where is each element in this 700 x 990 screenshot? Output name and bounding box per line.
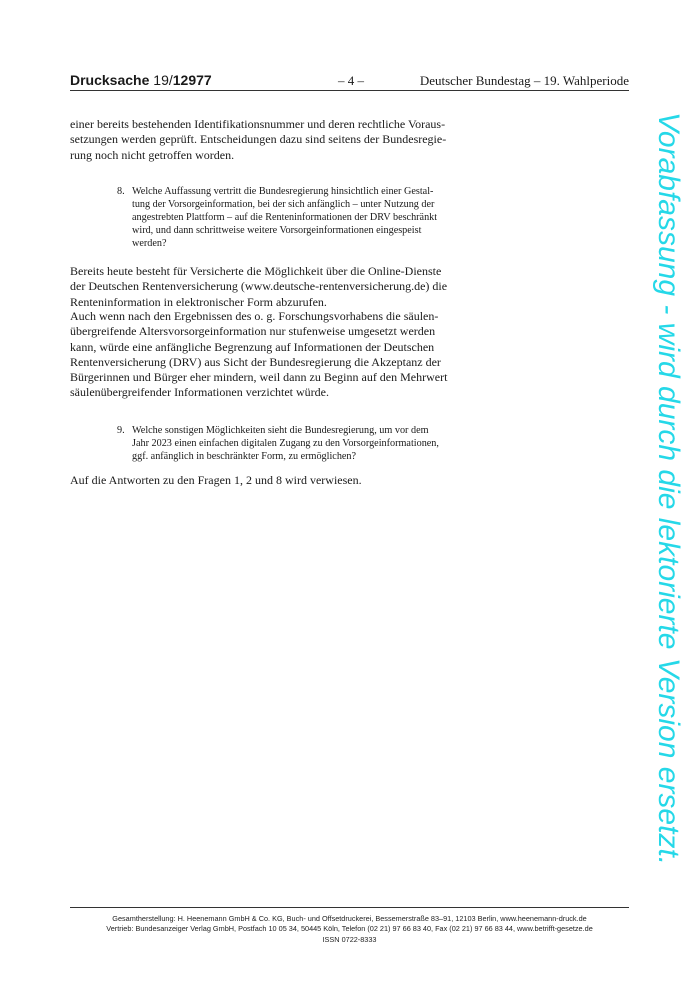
text-line: Welche Auffassung vertritt die Bundesregierung hinsichtlich einer Gestal- <box>132 186 434 197</box>
text-line: wird, und dann schrittweise weitere Vorsorgeinformationen eingespeist <box>132 224 422 236</box>
text-line: tung der Vorsorgeinformation, bei der sich anfänglich – unter Nutzung der <box>132 198 435 210</box>
imprint-issn: ISSN 0722-8333 <box>322 934 377 944</box>
question-8-number: 8. <box>117 186 125 197</box>
question-9-number: 9. <box>117 425 125 436</box>
page-number: – 4 – <box>338 73 364 88</box>
draft-watermark: Vorabfassung - wird durch die lektorierte Version ersetzt. <box>652 112 685 866</box>
text-line: Welche sonstigen Möglichkeiten sieht die Bundesregierung, um vor dem <box>132 425 429 436</box>
question-9-text <box>132 425 472 464</box>
imprint-production: Gesamtherstellung: H. Heenemann GmbH & Co. KG, Buch- und Offsetdruckerei, Bessemerstraße 83–91, 12103 Berlin, www.heenemann-druck.de <box>112 914 587 923</box>
document-number-value: 12977 <box>172 72 212 88</box>
question-8-text <box>132 186 472 251</box>
text-line: kann, würde eine anfängliche Begrenzung auf Informationen der Deutschen <box>70 339 435 354</box>
text-line: Rentenversicherung (DRV) aus Sicht der Bundesregierung die Akzeptanz der <box>70 354 441 369</box>
document-number <box>70 72 212 88</box>
text-line: Bereits heute besteht für Versicherte die Möglichkeit über die Online-Dienste <box>70 264 442 278</box>
text-line: Bürgerinnen und Bürger eher mindern, weil dann zu Beginn auf den Mehrwert <box>70 370 448 385</box>
text-line: übergreifende Altersvorsorgeinformation nur stufenweise umgesetzt werden <box>70 324 436 339</box>
text-line: setzungen werden geprüft. Entscheidungen dazu sind seitens der Bundesregie- <box>70 132 447 147</box>
text-line: werden? <box>132 237 167 249</box>
imprint-distribution: Vertrieb: Bundesanzeiger Verlag GmbH, Postfach 10 05 34, 50445 Köln, Telefon (02 21) 97 66 83 40, Fax (02 21) 97 66 83 44, www.betrifft-gesetze.de <box>106 924 593 934</box>
text-line: Auch wenn nach den Ergebnissen des o. g. Forschungsvorhabens die säulen- <box>70 309 439 323</box>
answer-9-paragraph: Auf die Antworten zu den Fragen 1, 2 und 8 wird verwiesen. <box>70 473 362 487</box>
document-label: Drucksache <box>70 72 150 88</box>
text-line: Renteninformation in elektronischer Form abzurufen. <box>70 294 327 309</box>
answer-8-paragraph-1 <box>70 264 472 310</box>
text-line: der Deutschen Rentenversicherung (www.deutsche-rentenversicherung.de) die <box>70 279 448 294</box>
footer-rule <box>70 907 629 908</box>
text-line: ggf. anfänglich in beschränkter Form, zu ermöglichen? <box>132 450 357 462</box>
page-header <box>70 70 629 90</box>
text-line: Jahr 2023 einen einfachen digitalen Zugang zu den Vorsorgeinformationen, <box>132 437 439 449</box>
intro-paragraph <box>70 117 472 163</box>
publisher-info: Deutscher Bundestag – 19. Wahlperiode <box>419 73 629 88</box>
header-rule <box>70 90 629 91</box>
answer-8-paragraph-2 <box>70 309 472 401</box>
document-number-prefix: 19/ <box>153 72 173 88</box>
text-line: einer bereits bestehenden Identifikationsnummer und deren rechtliche Voraus- <box>70 117 446 131</box>
imprint-footer <box>70 914 629 945</box>
text-line: angestrebten Plattform – auf die Renteninformationen der DRV beschränkt <box>132 211 438 223</box>
text-line: rung noch nicht getroffen worden. <box>70 147 235 162</box>
text-line: säulenübergreifender Informationen verzichtet würde. <box>70 385 329 400</box>
